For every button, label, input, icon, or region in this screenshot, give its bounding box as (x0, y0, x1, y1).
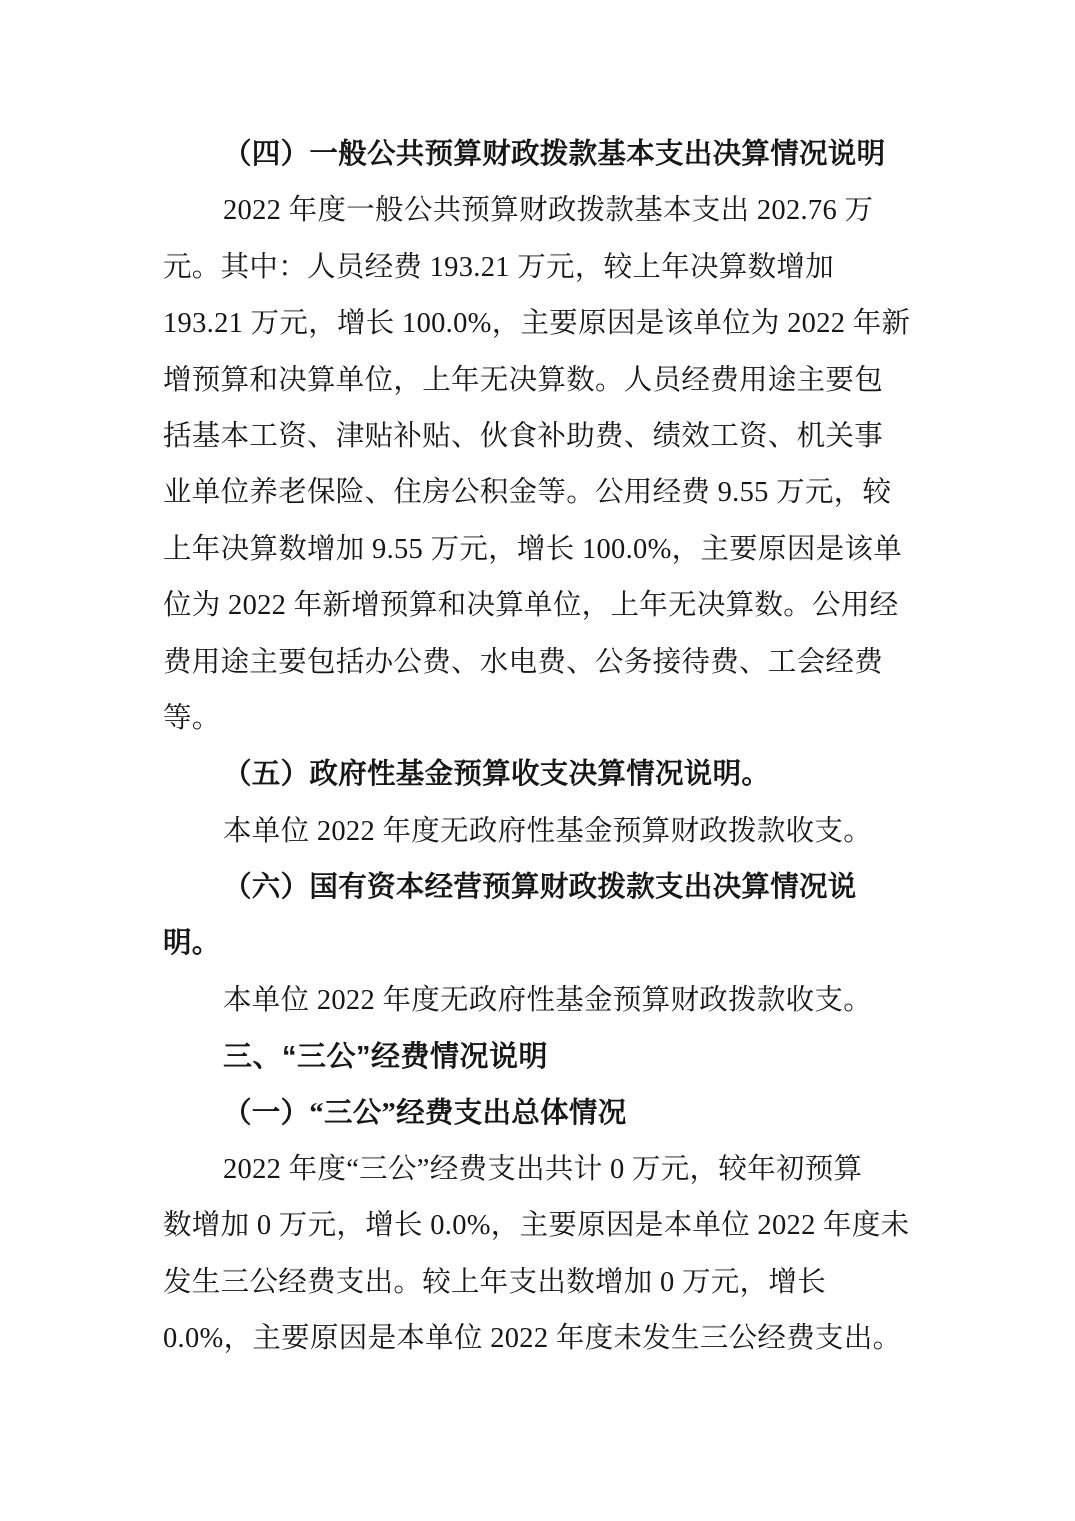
para-basic-expenditure-line-7: 上年决算数增加 9.55 万元，增长 100.0%，主要原因是该单 (163, 533, 903, 565)
para-three-public-funds-line-2: 数增加 0 万元，增长 0.0%，主要原因是本单位 2022 年度未 (163, 1210, 910, 1242)
heading-section-five: （五）政府性基金预算收支决算情况说明。 (223, 759, 771, 791)
para-basic-expenditure-line-10: 等。 (163, 702, 221, 734)
para-basic-expenditure-line-5: 括基本工资、津贴补贴、伙食补助费、绩效工资、机关事 (163, 420, 884, 452)
para-basic-expenditure-line-4: 增预算和决算单位，上年无决算数。人员经费用途主要包 (163, 364, 884, 396)
para-three-public-funds-line-3: 发生三公经费支出。较上年支出数增加 0 万元，增长 (163, 1266, 827, 1298)
para-gov-fund-statement: 本单位 2022 年度无政府性基金预算财政拨款收支。 (223, 815, 873, 847)
para-basic-expenditure-line-8: 位为 2022 年新增预算和决算单位，上年无决算数。公用经 (163, 590, 899, 622)
para-basic-expenditure-line-9: 费用途主要包括办公费、水电费、公务接待费、工会经费 (163, 646, 884, 678)
para-basic-expenditure-line-6: 业单位养老保险、住房公积金等。公用经费 9.55 万元，较 (163, 477, 892, 509)
para-basic-expenditure-line-3: 193.21 万元，增长 100.0%，主要原因是该单位为 2022 年新 (163, 308, 911, 340)
heading-section-four: （四）一般公共预算财政拨款基本支出决算情况说明 (223, 139, 886, 170)
heading-section-one: （一）“三公”经费支出总体情况 (223, 1097, 627, 1129)
para-state-capital-statement: 本单位 2022 年度无政府性基金预算财政拨款收支。 (223, 984, 873, 1016)
para-three-public-funds-line-4: 0.0%，主要原因是本单位 2022 年度未发生三公经费支出。 (163, 1323, 902, 1355)
heading-section-six-line-2: 明。 (163, 928, 221, 960)
para-basic-expenditure-line-1: 2022 年度一般公共预算财政拨款基本支出 202.76 万 (223, 195, 874, 227)
para-three-public-funds-line-1: 2022 年度“三公”经费支出共计 0 万元，较年初预算 (223, 1154, 863, 1186)
heading-section-six-line-1: （六）国有资本经营预算财政拨款支出决算情况说 (223, 872, 857, 904)
heading-chapter-three: 三、“三公”经费情况说明 (223, 1041, 549, 1074)
document-body (163, 127, 911, 1368)
para-basic-expenditure-line-2: 元。其中：人员经费 193.21 万元，较上年决算数增加 (163, 251, 835, 283)
